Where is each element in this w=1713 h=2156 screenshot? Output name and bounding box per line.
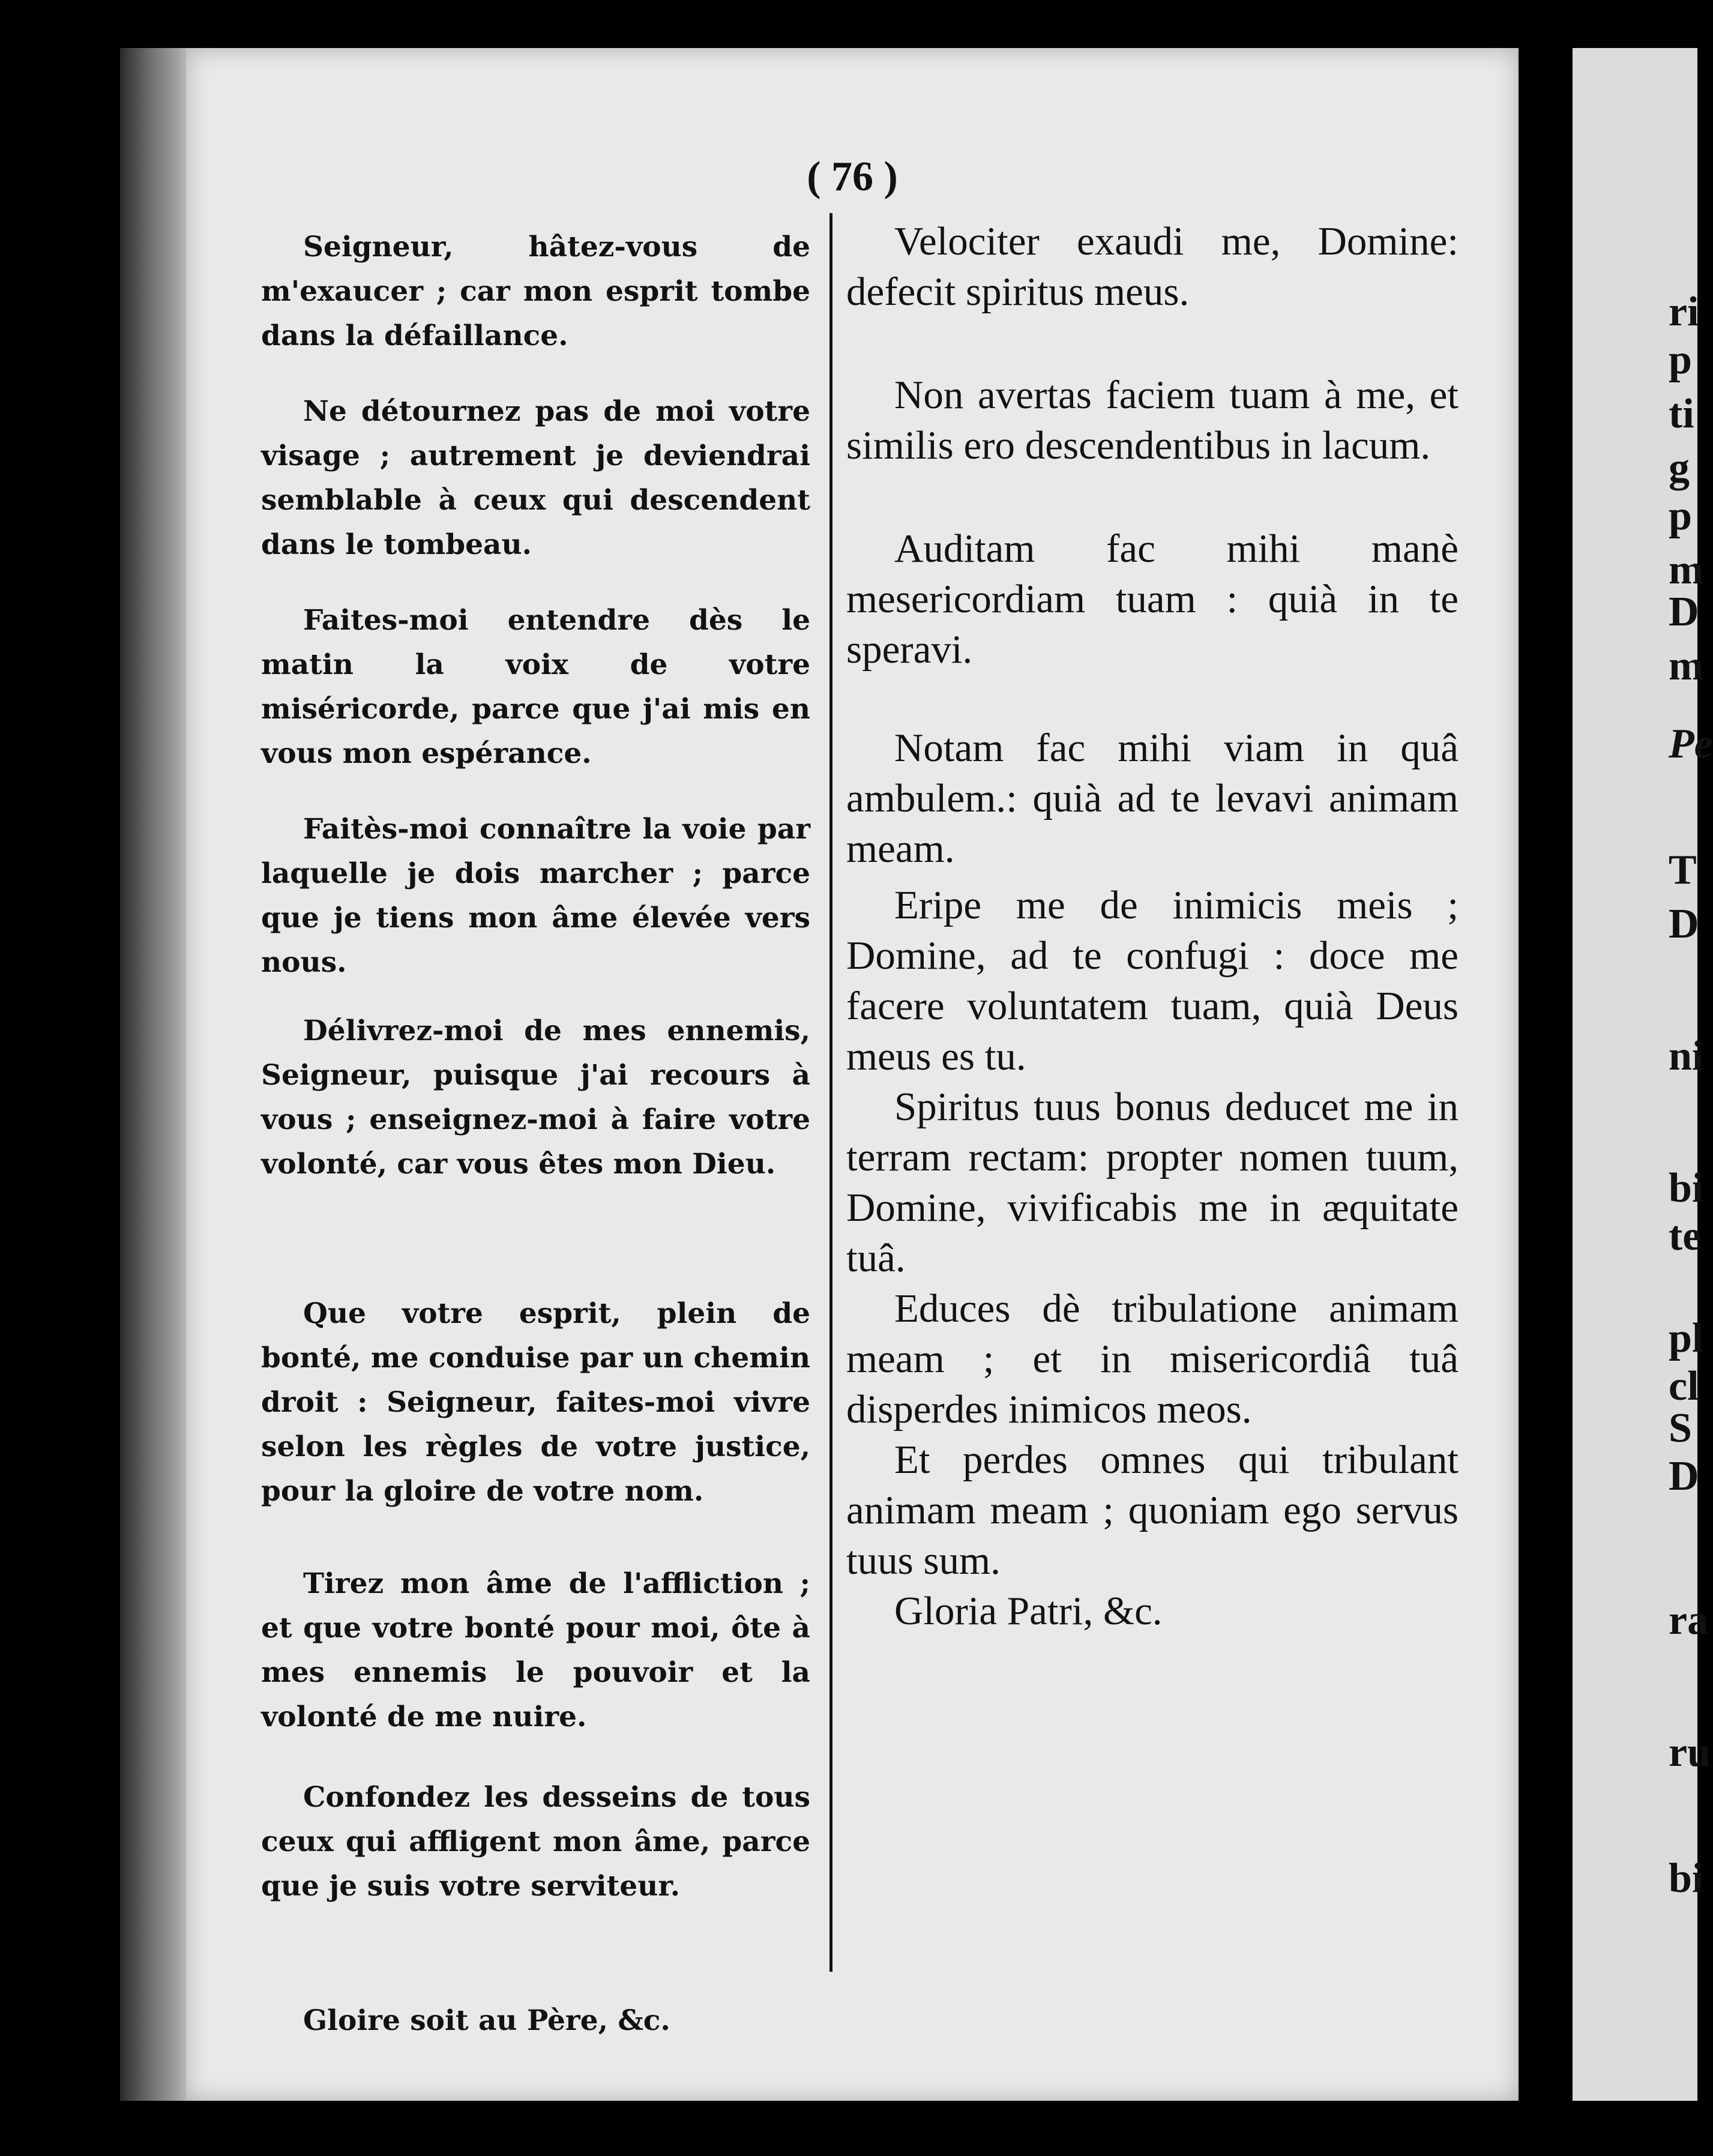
facing-page-fragment: bi	[1669, 1855, 1704, 1902]
facing-page-fragment: D	[1669, 1453, 1699, 1499]
facing-page-fragment: g	[1669, 445, 1690, 491]
page-number: ( 76 )	[807, 154, 898, 200]
facing-page-fragment: D	[1669, 589, 1699, 635]
facing-page-fragment: S	[1669, 1405, 1692, 1451]
book-spine-shadow	[120, 48, 192, 2101]
latin-verse: Eripe me de inimicis meis ; Domine, ad te confugi : doce me facere voluntatem tuam, quià Deus meus es tu.	[846, 883, 1459, 1079]
facing-page-fragment: cl	[1669, 1363, 1699, 1409]
page-gutter	[1519, 0, 1573, 2156]
latin-verse: Non avertas faciem tuam à me, et similis ero descendentibus in lacum.	[846, 373, 1459, 468]
latin-verse: Et perdes omnes qui tribulant animam meam ; quoniam ego servus tuus sum.	[846, 1438, 1459, 1583]
book-page	[186, 48, 1519, 2101]
french-verse: Délivrez-moi de mes ennemis, Seigneur, puisque j'ai recours à vous ; enseignez-moi à faire votre volonté, car vous êtes mon Dieu.	[261, 1014, 810, 1181]
latin-verse: Notam fac mihi viam in quâ ambulem.: quià ad te levavi animam meam.	[846, 726, 1459, 871]
facing-page-fragment: te	[1669, 1213, 1702, 1259]
facing-page-fragment: bi	[1669, 1165, 1704, 1211]
facing-page-fragment: D	[1669, 901, 1699, 947]
french-verse: Confondez les desseins de tous ceux qui affligent mon âme, parce que je suis votre serviteur.	[261, 1781, 810, 1903]
facing-page-fragment: ti	[1669, 391, 1694, 437]
facing-page-fragment: m	[1669, 547, 1704, 593]
french-verse: Que votre esprit, plein de bonté, me conduise par un chemin droit : Seigneur, faites-moi vivre selon les règles de votre justice, pour la gloire de votre nom.	[261, 1297, 810, 1508]
french-column	[261, 225, 810, 2043]
latin-verse: Spiritus tuus bonus deducet me in terram rectam: propter nomen tuum, Domine, vivificabis me in æquitate tuâ.	[846, 1085, 1459, 1280]
french-verse: Faitès-moi connaître la voie par laquelle je dois marcher ; parce que je tiens mon âme élevée vers nous.	[261, 813, 810, 979]
facing-page-fragment: p	[1669, 493, 1692, 539]
french-verse: Ne détournez pas de moi votre visage ; autrement je deviendrai semblable à ceux qui descendent dans le tombeau.	[261, 395, 810, 561]
french-verse: Tirez mon âme de l'affliction ; et que votre bonté pour moi, ôte à mes ennemis le pouvoir et la volonté de me nuire.	[261, 1567, 810, 1733]
facing-page-fragment: Pe	[1669, 721, 1713, 767]
latin-verse: Velociter exaudi me, Domine: defecit spiritus meus.	[846, 219, 1459, 314]
facing-page-fragment: pl	[1669, 1315, 1704, 1361]
latin-column	[846, 216, 1459, 1636]
latin-verse: Auditam fac mihi manè mesericordiam tuam : quià in te speravi.	[846, 526, 1459, 672]
french-doxology: Gloire soit au Père, &c.	[303, 2004, 670, 2037]
french-verse: Seigneur, hâtez-vous de m'exaucer ; car mon esprit tombe dans la défaillance.	[261, 230, 810, 352]
facing-page-fragment: ra	[1669, 1597, 1709, 1643]
facing-page-fragment: m	[1669, 643, 1704, 689]
facing-page-fragment: ri	[1669, 289, 1699, 335]
french-verse: Faites-moi entendre dès le matin la voix de votre miséricorde, parce que j'ai mis en vous mon espérance.	[261, 604, 810, 770]
facing-page-fragment: ni	[1669, 1033, 1704, 1079]
facing-page-fragment: T	[1669, 847, 1697, 893]
facing-page-fragment: p	[1669, 337, 1692, 383]
facing-page-edge	[1573, 48, 1713, 2101]
facing-page-fragment: ru	[1669, 1729, 1711, 1775]
latin-verse: Educes dè tribulatione animam meam ; et in misericordiâ tuâ disperdes inimicos meos.	[846, 1286, 1459, 1432]
column-divider	[829, 213, 832, 1972]
latin-doxology: Gloria Patri, &c.	[894, 1589, 1163, 1633]
